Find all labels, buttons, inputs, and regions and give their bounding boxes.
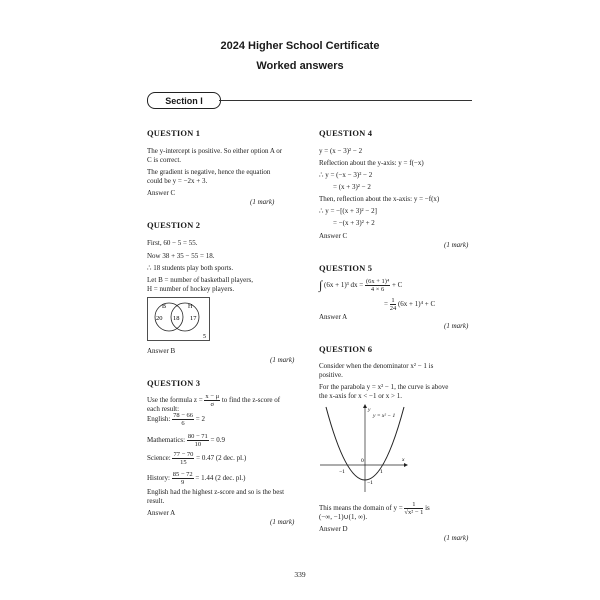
q3-line-1a: Use the formula z = [147,396,203,405]
science-frac [172,451,194,466]
maths-num: 80 − 71 [187,433,208,440]
q6-domain-frac [404,501,423,516]
q4-heading: QUESTION 4 [319,128,373,138]
venn-both: 18 [173,315,180,322]
q2-answer: Answer B [147,347,176,355]
q2-line-1: First, 60 − 5 = 55. [147,239,198,247]
y-tick-neg1: −1 [367,480,373,486]
q5-mark: (1 mark) [444,322,469,330]
maths-label: Mathematics: [147,436,186,445]
page-number: 339 [294,570,306,579]
q5-f2-den: 24 [389,305,397,312]
venn-outside: 5 [203,334,206,340]
q3-mark: (1 mark) [270,518,295,526]
section-label: Section I [147,92,221,109]
section-divider [219,100,472,101]
english-frac [172,412,194,427]
q4-line-6: ∴ y = −[(x + 3)² − 2] [319,207,377,215]
q5-f1-den: 4 × 6 [370,286,385,293]
q4-line-3: ∴ y = (−x − 3)² − 2 [319,171,373,179]
english-den: 6 [181,420,185,427]
q3-line-7: English had the highest z-score and so is the best [147,488,285,496]
q5-plus-c: + C [391,281,403,290]
q4-line-4: = (x + 3)² − 2 [333,183,371,191]
q6-line-5a: This means the domain of y = [319,504,403,513]
q2-mark: (1 mark) [270,356,295,364]
q1-mark: (1 mark) [250,198,275,206]
q1-line-3: The gradient is negative, hence the equation [147,168,271,176]
history-den: 9 [181,479,185,486]
q6-line-2: positive. [319,371,343,379]
venn-diagram [147,297,211,342]
q5-f2-num: 1 [391,297,395,304]
q5-heading: QUESTION 5 [319,263,373,273]
x-axis-label: x [402,457,405,463]
q4-answer: Answer C [319,232,348,240]
q5-frac-1 [365,278,390,293]
document-subtitle: Worked answers [256,60,344,72]
q1-line-1: The y-intercept is positive. So either option A or [147,147,283,155]
q6-line-4: the x-axis for x < −1 or x > 1. [319,392,402,400]
q2-heading: QUESTION 2 [147,220,201,230]
q2-line-5: H = number of hockey players. [147,285,235,293]
science-label: Science: [147,454,171,463]
q3-maths [147,433,225,448]
zscore-formula [204,393,220,408]
q6-line-1: Consider when the denominator x² − 1 is [319,362,434,370]
q4-line-7: = −(x + 3)² + 2 [333,219,375,227]
q4-mark: (1 mark) [444,241,469,249]
y-axis-arrow [363,404,367,408]
q6-heading: QUESTION 6 [319,344,373,354]
q2-line-3: ∴ 18 students play both sports. [147,264,234,272]
x-axis-arrow [404,463,408,467]
history-frac [172,471,194,486]
origin-label: 0 [361,458,364,464]
zscore-num: x − μ [205,393,220,400]
q6-line-3: For the parabola y = x² − 1, the curve is above [319,383,449,391]
q2-line-4: Let B = number of basketball players, [147,276,254,284]
q4-line-2: Reflection about the y-axis: y = f(−x) [319,159,424,167]
q6-f-num: 1 [404,501,423,509]
q1-answer: Answer C [147,189,176,197]
q1-heading: QUESTION 1 [147,128,201,138]
q2-line-2: Now 38 + 35 − 55 = 18. [147,252,215,260]
maths-frac [187,433,209,448]
q3-heading: QUESTION 3 [147,378,201,388]
q1-line-2: C is correct. [147,156,182,164]
q5-f1-num: (6x + 1)⁴ [365,278,390,285]
q5-eq: = [384,300,388,309]
document-title: 2024 Higher School Certificate [220,40,380,52]
science-num: 77 − 70 [173,451,194,458]
q5-line-1 [319,278,402,293]
q6-mark: (1 mark) [444,534,469,542]
english-result: = 2 [195,415,205,424]
q1-line-4: could be y = −2x + 3. [147,177,208,185]
q4-line-5: Then, reflection about the x-axis: y = −f(x) [319,195,440,203]
science-result: = 0.47 (2 dec. pl.) [196,454,247,463]
history-result: = 1.44 (2 dec. pl.) [195,474,246,483]
maths-result: = 0.9 [210,436,225,445]
q5-line-2 [384,297,435,312]
history-num: 85 − 72 [172,471,193,478]
q5-integrand: (6x + 1)³ dx = [324,281,364,290]
y-axis-label: y [368,407,371,413]
q5-f2-tail: (6x + 1)⁴ + C [397,300,436,309]
q6-line-6: (−∞, −1)∪(1, ∞). [319,513,368,521]
q3-english [147,412,205,427]
history-label: History: [147,474,170,483]
venn-b-only: 20 [156,315,163,322]
maths-den: 10 [194,441,202,448]
venn-h-only: 17 [190,315,197,322]
english-num: 78 − 66 [173,412,194,419]
curve-label: y = x² − 1 [373,413,396,419]
parabola-graph [318,402,410,494]
q4-line-1: y = (x − 3)² − 2 [319,147,363,155]
q6-line-5b: is [425,504,430,513]
q5-frac-2 [390,297,397,312]
q3-line-1b: to find the z-score of [221,396,281,405]
q3-history [147,471,245,486]
zscore-den: σ [210,401,214,408]
q3-line-2: each result: [147,405,180,413]
q3-answer: Answer A [147,509,176,517]
q3-line-8: result. [147,497,165,505]
science-den: 15 [180,459,187,466]
q6-f-den: √x² − 1 [404,509,424,516]
x-tick-neg1: −1 [339,469,345,475]
q5-answer: Answer A [319,313,348,321]
q6-answer: Answer D [319,525,348,533]
x-tick-1: 1 [380,469,383,475]
integral-symbol: ∫ [319,278,323,292]
q3-science [147,451,246,466]
venn-label-h: H [188,304,193,310]
english-label: English: [147,415,171,424]
venn-label-b: B [162,304,167,310]
